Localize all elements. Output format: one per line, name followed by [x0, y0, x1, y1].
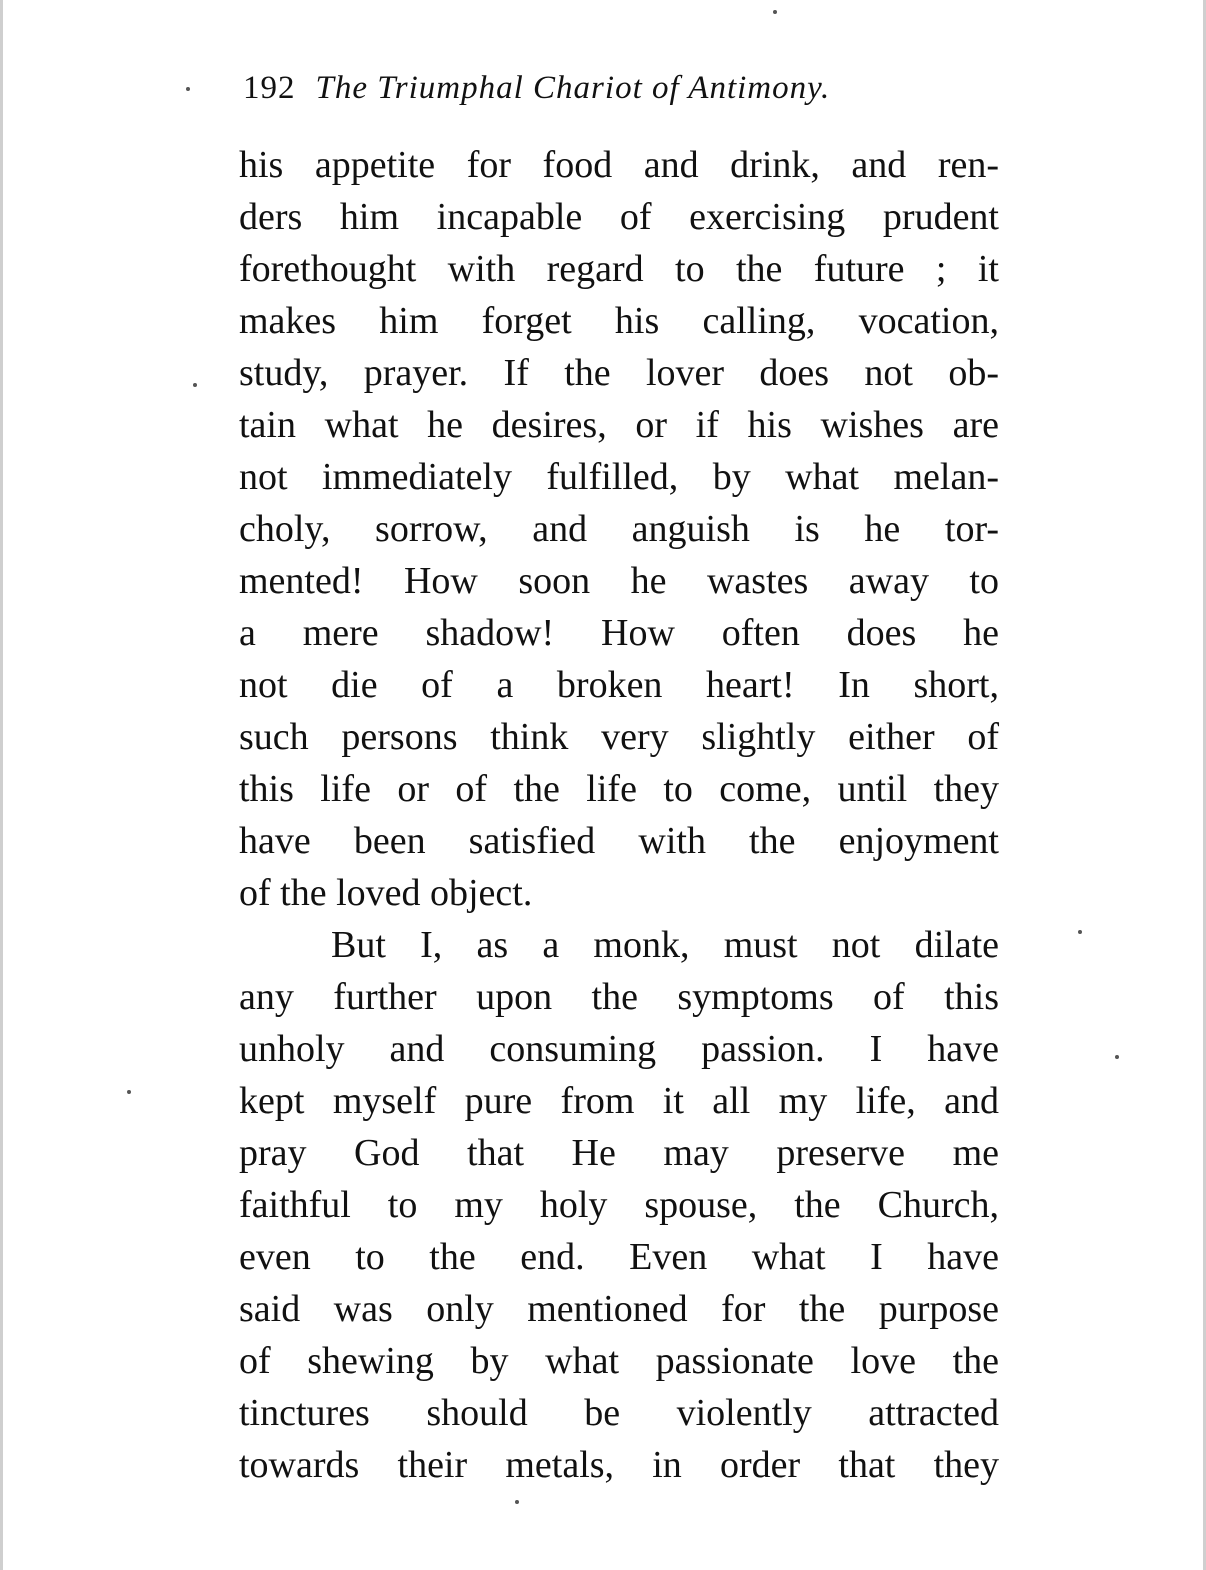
text-line: any further upon the symptoms of this	[239, 976, 999, 1018]
scan-speck	[1115, 1055, 1119, 1059]
text-line: of shewing by what passionate love the	[239, 1340, 999, 1382]
paragraph-1	[239, 139, 999, 919]
text-line: mented! How soon he wastes away to	[239, 560, 999, 602]
text-line: said was only mentioned for the purpose	[239, 1288, 999, 1330]
text-line: study, prayer. If the lover does not ob-	[239, 352, 999, 394]
text-line: tinctures should be violently attracted	[239, 1392, 999, 1434]
text-line: pray God that He may preserve me	[239, 1132, 999, 1174]
scan-speck	[515, 1500, 519, 1504]
scan-speck	[186, 87, 190, 91]
running-title: The Triumphal Chariot of Antimony.	[315, 70, 831, 106]
text-line: ders him incapable of exercising prudent	[239, 196, 999, 238]
text-line: forethought with regard to the future ; it	[239, 248, 999, 290]
text-line: of the loved object.	[239, 872, 533, 914]
page-number: 192	[243, 70, 296, 106]
body-text	[239, 139, 999, 1491]
text-line: But I, as a monk, must not dilate	[331, 924, 999, 966]
paragraph-2	[239, 919, 999, 1491]
text-line: tain what he desires, or if his wishes are	[239, 404, 999, 446]
text-line: kept myself pure from it all my life, and	[239, 1080, 999, 1122]
text-line: even to the end. Even what I have	[239, 1236, 999, 1278]
text-line: not immediately fulfilled, by what melan-	[239, 456, 999, 498]
text-line: his appetite for food and drink, and ren-	[239, 144, 999, 186]
scan-speck	[127, 1090, 131, 1094]
scan-speck	[773, 10, 777, 14]
text-line: a mere shadow! How often does he	[239, 612, 999, 654]
text-line: towards their metals, in order that they	[239, 1444, 999, 1486]
text-line: faithful to my holy spouse, the Church,	[239, 1184, 999, 1226]
text-line: have been satisfied with the enjoyment	[239, 820, 999, 862]
text-line: unholy and consuming passion. I have	[239, 1028, 999, 1070]
text-line: this life or of the life to come, until they	[239, 768, 999, 810]
running-header	[243, 66, 830, 110]
text-line: makes him forget his calling, vocation,	[239, 300, 999, 342]
text-line: choly, sorrow, and anguish is he tor-	[239, 508, 999, 550]
scan-speck	[1078, 930, 1082, 934]
text-line: such persons think very slightly either of	[239, 716, 999, 758]
scan-speck	[193, 383, 197, 387]
text-line: not die of a broken heart! In short,	[239, 664, 999, 706]
